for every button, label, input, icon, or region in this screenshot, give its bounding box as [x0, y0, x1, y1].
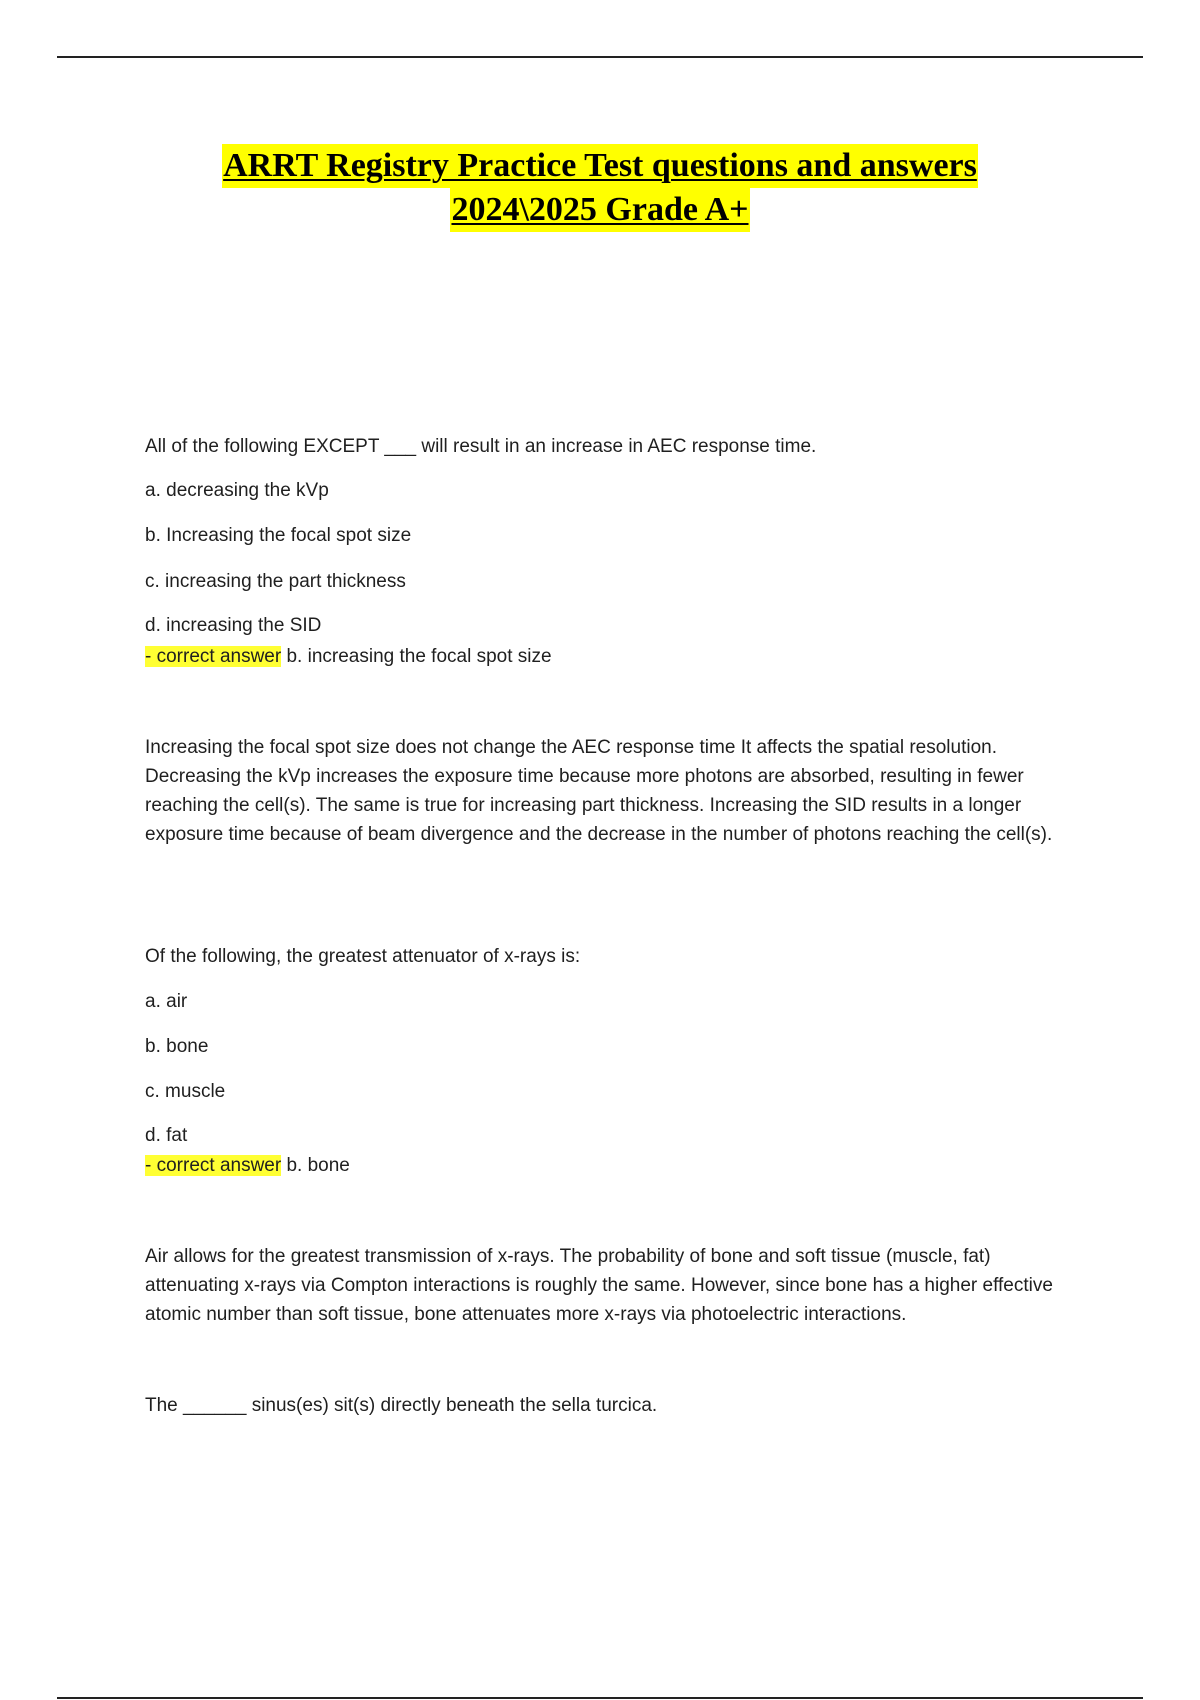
option-b: b. Increasing the focal spot size [145, 525, 412, 546]
answer-line [145, 1151, 350, 1180]
option-c: c. increasing the part thickness [145, 571, 406, 592]
title-line-2: 2024\2025 Grade A+ [450, 188, 749, 232]
option-d: d. increasing the SID [145, 615, 322, 636]
explanation: Air allows for the greatest transmission of x-rays. The probability of bone and soft tissue (muscle, fat) attenuating x-rays via Compton interactions is roughly the same. However, since bone has a higher effective atomic number than soft tissue, bone attenuates more x-rays via photoelectric interactions. [145, 1246, 1053, 1325]
option-d: d. fat [145, 1125, 188, 1146]
option-a: a. air [145, 991, 188, 1012]
option-c: c. muscle [145, 1081, 226, 1102]
question-prompt: Of the following, the greatest attenuator of x-rays is: [145, 946, 581, 967]
correct-answer-highlight: - correct answer [145, 646, 282, 667]
question-prompt: All of the following EXCEPT ___ will result in an increase in AEC response time. [145, 436, 817, 457]
answer-line [145, 642, 552, 671]
question-prompt: The ______ sinus(es) sit(s) directly beneath the sella turcica. [145, 1395, 658, 1416]
explanation: Increasing the focal spot size does not change the AEC response time It affects the spatial resolution. Decreasing the kVp increases the exposure time because more photons are absorbed, resulting in fewer reaching the cell(s). The same is true for increasing part thickness. Increasing the SID results in a longer exposure time because of beam divergence and the decrease in the number of photons reaching the cell(s). [145, 737, 1053, 845]
correct-answer-text: b. bone [281, 1155, 350, 1176]
option-b: b. bone [145, 1036, 209, 1057]
correct-answer-highlight: - correct answer [145, 1155, 282, 1176]
option-a: a. decreasing the kVp [145, 480, 329, 501]
header-rule [57, 56, 1143, 58]
correct-answer-text: b. increasing the focal spot size [281, 646, 552, 667]
document-title [0, 144, 1200, 232]
footer-rule [57, 1697, 1143, 1699]
title-line-1: ARRT Registry Practice Test questions and answers [222, 144, 978, 188]
